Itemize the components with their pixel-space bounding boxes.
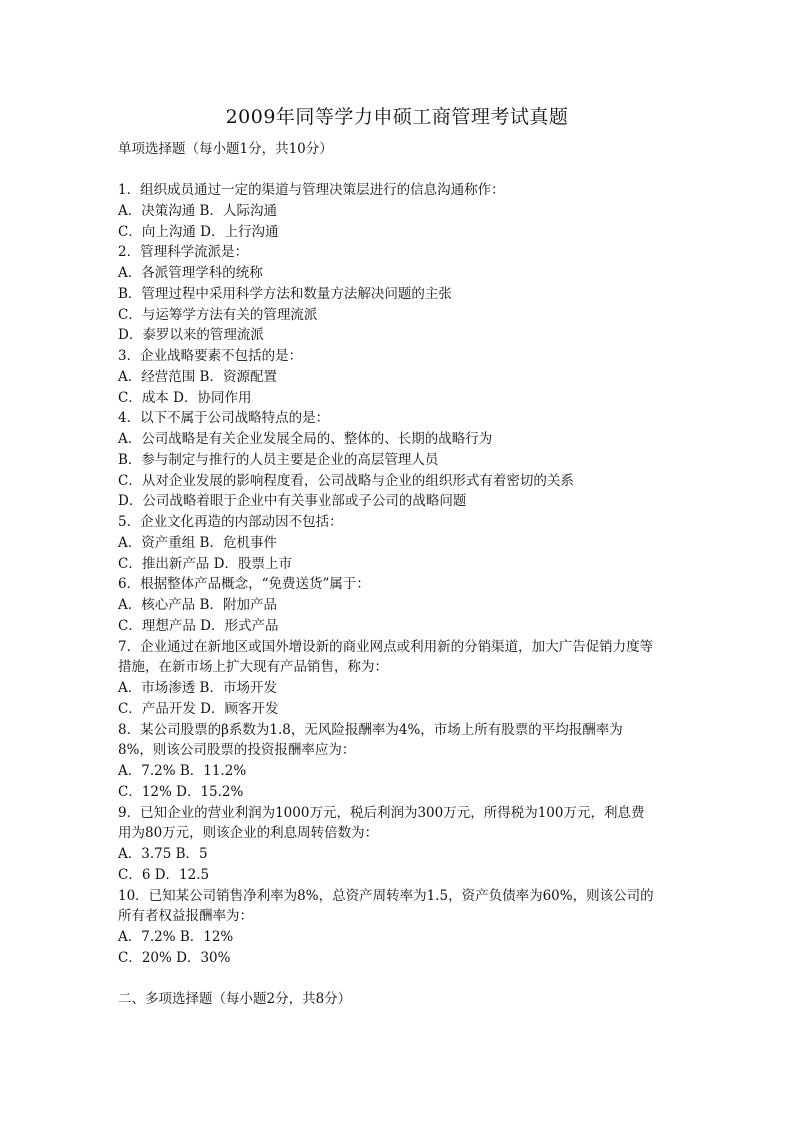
option-line: A．7.2% B．12% — [118, 929, 234, 945]
question-line: 措施，在新市场上扩大现有产品销售，称为： — [118, 659, 388, 676]
option-line: A．市场渗透 B．市场开发 — [118, 680, 277, 696]
option-line: D．泰罗以来的管理流派 — [118, 327, 264, 344]
question-line: 3．企业战略要素不包括的是： — [118, 348, 303, 364]
question-list — [118, 180, 688, 969]
option-line: C．6 D．12.5 — [118, 866, 210, 883]
document-title: 2009年同等学力申硕工商管理考试真题 — [225, 106, 569, 128]
question-line: 用为80万元，则该企业的利息周转倍数为： — [118, 825, 379, 842]
question-line: 10．已知某公司销售净利率为8%，总资产周转率为1.5，资产负债率为60%，则该公司的 — [118, 887, 654, 904]
option-line: C．产品开发 D．顾客开发 — [118, 700, 279, 717]
section-heading-single-choice: 单项选择题（每小题1分，共10分） — [118, 141, 333, 157]
option-line: D．公司战略着眼于企业中有关事业部或子公司的战略问题 — [118, 493, 467, 510]
option-line: A．资产重组 B．危机事件 — [118, 534, 277, 551]
option-line: C．与运筹学方法有关的管理流派 — [118, 306, 318, 323]
question-line: 9．已知企业的营业利润为1000万元，税后利润为300万元，所得税为100万元，利息费 — [118, 804, 645, 821]
option-line: C．推出新产品 D．股票上市 — [118, 555, 292, 572]
option-line: B．管理过程中采用科学方法和数量方法解决问题的主张 — [118, 285, 452, 302]
option-line: C．12% D．15.2% — [118, 783, 244, 800]
option-line: C．成本 D．协同作用 — [118, 389, 252, 406]
option-line: A．经营范围 B．资源配置 — [118, 368, 277, 385]
option-line: C．理想产品 D．形式产品 — [118, 617, 279, 634]
question-line: 8．某公司股票的β系数为1.8，无风险报酬率为4%，市场上所有股票的平均报酬率为 — [118, 721, 623, 738]
option-line: B．参与制定与推行的人员主要是企业的高层管理人员 — [118, 451, 439, 468]
option-line: C．20% D．30% — [118, 949, 231, 966]
question-line: 6．根据整体产品概念，“免费送货”属于： — [118, 576, 370, 593]
option-line: A．7.2% B．11.2% — [118, 763, 247, 779]
question-line: 5．企业文化再造的内部动因不包括： — [118, 514, 343, 530]
section-heading-multiple-choice: 二、多项选择题（每小题2分，共8分） — [118, 991, 352, 1007]
question-line: 所有者权益报酬率为： — [118, 908, 253, 925]
option-line: C．向上沟通 D．上行沟通 — [118, 223, 279, 240]
question-line: 8%，则该公司股票的投资报酬率应为： — [118, 742, 356, 759]
question-line: 7．企业通过在新地区或国外增设新的商业网点或利用新的分销渠道，加大广告促销力度等 — [118, 638, 654, 655]
option-line: A．核心产品 B．附加产品 — [118, 597, 277, 613]
question-line: 2．管理科学流派是： — [118, 244, 249, 261]
question-line: 4．以下不属于公司战略特点的是： — [118, 410, 330, 427]
option-line: A．决策沟通 B．人际沟通 — [118, 202, 277, 219]
option-line: A．各派管理学科的统称 — [118, 265, 263, 281]
option-line: A．公司战略是有关企业发展全局的、整体的、长期的战略行为 — [118, 431, 493, 447]
option-line: A．3.75 B．5 — [118, 846, 208, 862]
option-line: C．从对企业发展的影响程度看，公司战略与企业的组织形式有着密切的关系 — [118, 472, 574, 489]
question-line: 1．组织成员通过一定的渠道与管理决策层进行的信息沟通称作： — [118, 182, 505, 198]
